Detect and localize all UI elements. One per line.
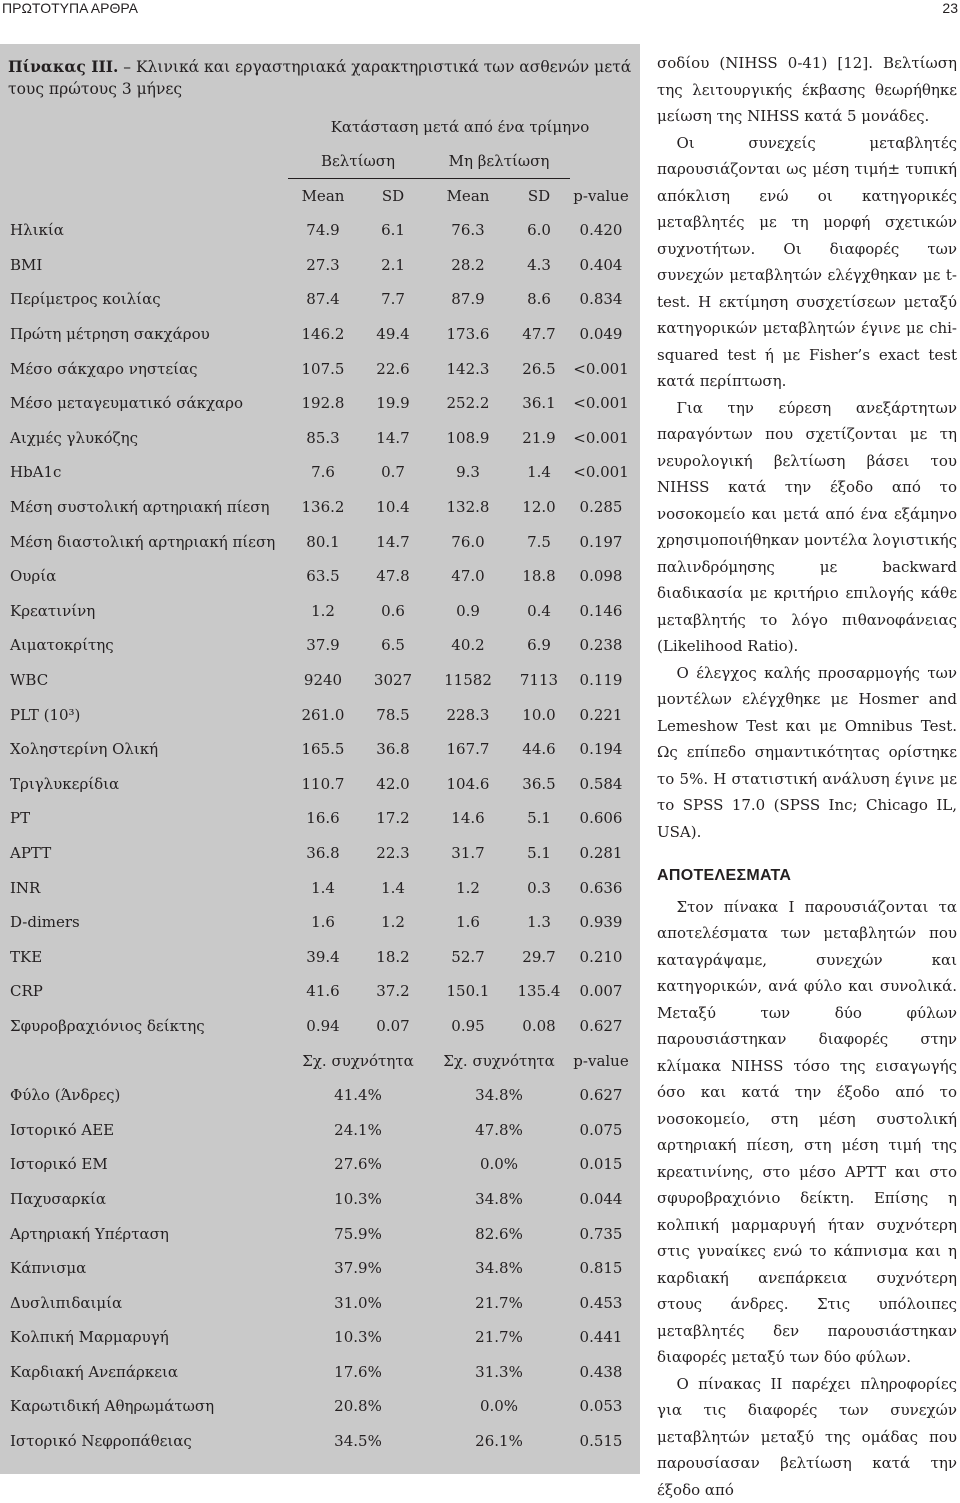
table-row: [8, 386, 632, 421]
not-improved-mean-cell: 132.8: [428, 490, 508, 525]
table-row: [8, 1424, 632, 1459]
not-improved-frequency-cell: 34.8%: [428, 1078, 570, 1113]
table-row: [8, 870, 632, 905]
row-label: PLT (10³): [8, 697, 288, 732]
row-label: Μέσο μεταγευματικό σάκχαρο: [8, 386, 288, 421]
table-title-label: Πίνακας ΙΙΙ.: [8, 57, 118, 76]
table-row: [8, 697, 632, 732]
subheader-mean: Mean: [428, 179, 508, 214]
row-label: Σφυροβραχιόνιος δείκτης: [8, 1009, 288, 1044]
improved-frequency-cell: 41.4%: [288, 1078, 428, 1113]
improved-mean-cell: 110.7: [288, 767, 358, 802]
row-label: Ιστορικό ΕΜ: [8, 1147, 288, 1182]
not-improved-mean-cell: 76.3: [428, 213, 508, 248]
not-improved-frequency-cell: 34.8%: [428, 1182, 570, 1217]
row-label: Αρτηριακή Υπέρταση: [8, 1216, 288, 1251]
p-value-cell: 0.238: [570, 628, 632, 663]
table-row: [8, 836, 632, 871]
table-column-group-row: [8, 144, 632, 179]
improved-mean-cell: 37.9: [288, 628, 358, 663]
not-improved-sd-cell: 7.5: [508, 524, 570, 559]
row-label: Δυσλιπιδαιμία: [8, 1285, 288, 1320]
improved-mean-cell: 63.5: [288, 559, 358, 594]
not-improved-frequency-cell: 21.7%: [428, 1285, 570, 1320]
not-improved-sd-cell: 5.1: [508, 801, 570, 836]
p-value-cell: 0.627: [570, 1078, 632, 1113]
not-improved-frequency-cell: 0.0%: [428, 1147, 570, 1182]
table-row: [8, 767, 632, 802]
table-row: [8, 1112, 632, 1147]
improved-sd-cell: 1.4: [358, 870, 428, 905]
p-value-cell: 0.815: [570, 1251, 632, 1286]
table-group-header-row: [8, 110, 632, 144]
improved-sd-cell: 42.0: [358, 767, 428, 802]
p-value-cell: 0.098: [570, 559, 632, 594]
subheader-sd: SD: [358, 179, 428, 214]
p-value-cell: 0.119: [570, 663, 632, 698]
improved-sd-cell: 7.7: [358, 282, 428, 317]
improved-sd-cell: 0.6: [358, 594, 428, 629]
not-improved-mean-cell: 150.1: [428, 974, 508, 1009]
not-improved-mean-cell: 0.9: [428, 594, 508, 629]
section-heading: ΑΠΟΤΕΛΕΣΜΑΤΑ: [657, 863, 957, 890]
row-label: Τριγλυκερίδια: [8, 767, 288, 802]
table-row: [8, 248, 632, 283]
row-label: Κολπική Μαρμαρυγή: [8, 1320, 288, 1355]
body-text-column: [657, 50, 957, 1503]
improved-frequency-cell: 17.6%: [288, 1355, 428, 1390]
improved-mean-cell: 87.4: [288, 282, 358, 317]
table-row: [8, 1147, 632, 1182]
subheader-mean: Mean: [288, 179, 358, 214]
improved-sd-cell: 1.2: [358, 905, 428, 940]
improved-mean-cell: 165.5: [288, 732, 358, 767]
table-row: [8, 1355, 632, 1390]
not-improved-mean-cell: 52.7: [428, 939, 508, 974]
not-improved-mean-cell: 1.2: [428, 870, 508, 905]
improved-mean-cell: 80.1: [288, 524, 358, 559]
row-label: APTT: [8, 836, 288, 871]
not-improved-sd-cell: 36.1: [508, 386, 570, 421]
subheader-p-value: p-value: [570, 179, 632, 214]
not-improved-frequency-cell: 34.8%: [428, 1251, 570, 1286]
row-label: Αιματοκρίτης: [8, 628, 288, 663]
not-improved-sd-cell: 18.8: [508, 559, 570, 594]
table-subheader-row: [8, 179, 632, 214]
improved-frequency-cell: 37.9%: [288, 1251, 428, 1286]
table-row: [8, 1009, 632, 1044]
improved-mean-cell: 36.8: [288, 836, 358, 871]
table-row: [8, 1078, 632, 1113]
not-improved-mean-cell: 142.3: [428, 351, 508, 386]
improved-frequency-cell: 27.6%: [288, 1147, 428, 1182]
table-row: [8, 351, 632, 386]
p-value-cell: 0.939: [570, 905, 632, 940]
table-row: [8, 421, 632, 456]
improved-mean-cell: 1.4: [288, 870, 358, 905]
not-improved-mean-cell: 104.6: [428, 767, 508, 802]
improved-sd-cell: 2.1: [358, 248, 428, 283]
page-number: 23: [942, 0, 958, 16]
table-row: [8, 1285, 632, 1320]
improved-frequency-cell: 10.3%: [288, 1320, 428, 1355]
row-label: Ιστορικό Νεφροπάθειας: [8, 1424, 288, 1459]
improved-mean-cell: 1.2: [288, 594, 358, 629]
p-value-cell: 0.007: [570, 974, 632, 1009]
table-row: [8, 628, 632, 663]
table-row: [8, 490, 632, 525]
improved-sd-cell: 3027: [358, 663, 428, 698]
row-label: CRP: [8, 974, 288, 1009]
improved-sd-cell: 22.6: [358, 351, 428, 386]
p-value-cell: 0.044: [570, 1182, 632, 1217]
p-value-cell: 0.420: [570, 213, 632, 248]
row-label: Κρεατινίνη: [8, 594, 288, 629]
improved-frequency-cell: 20.8%: [288, 1389, 428, 1424]
improved-sd-cell: 14.7: [358, 524, 428, 559]
not-improved-frequency-cell: 26.1%: [428, 1424, 570, 1459]
subheader-sd: SD: [508, 179, 570, 214]
p-value-cell: 0.194: [570, 732, 632, 767]
row-label: PT: [8, 801, 288, 836]
improved-frequency-cell: 24.1%: [288, 1112, 428, 1147]
table-row: [8, 905, 632, 940]
not-improved-frequency-cell: 47.8%: [428, 1112, 570, 1147]
not-improved-mean-cell: 167.7: [428, 732, 508, 767]
not-improved-sd-cell: 1.3: [508, 905, 570, 940]
paragraph: σοδίου (NIHSS 0-41) [12]. Βελτίωση της λειτουργικής έκβασης θεωρήθηκε μείωση της NIHSS κατά 5 μονάδες.: [657, 50, 957, 130]
not-improved-mean-cell: 173.6: [428, 317, 508, 352]
improved-sd-cell: 6.1: [358, 213, 428, 248]
improved-sd-cell: 0.7: [358, 455, 428, 490]
p-value-cell: <0.001: [570, 351, 632, 386]
not-improved-sd-cell: 29.7: [508, 939, 570, 974]
table-row: [8, 1320, 632, 1355]
not-improved-mean-cell: 1.6: [428, 905, 508, 940]
row-label: Πρώτη μέτρηση σακχάρου: [8, 317, 288, 352]
improved-mean-cell: 192.8: [288, 386, 358, 421]
paragraph: Ο πίνακας ΙΙ παρέχει πληροφορίες για τις διαφορές των συνεχών μεταβλητών μεταξύ της ομάδας που παρουσίασαν βελτίωση κατά την έξοδο από: [657, 1371, 957, 1503]
row-label: Καρδιακή Ανεπάρκεια: [8, 1355, 288, 1390]
table-row: [8, 1216, 632, 1251]
not-improved-mean-cell: 76.0: [428, 524, 508, 559]
row-label: Μέση διαστολική αρτηριακή πίεση: [8, 524, 288, 559]
p-value-cell: 0.404: [570, 248, 632, 283]
p-value-cell: 0.834: [570, 282, 632, 317]
p-value-cell: 0.636: [570, 870, 632, 905]
not-improved-mean-cell: 47.0: [428, 559, 508, 594]
freq-header-not-improved: Σχ. συχνότητα: [428, 1043, 570, 1078]
table-row: [8, 663, 632, 698]
improved-mean-cell: 27.3: [288, 248, 358, 283]
table-row: [8, 974, 632, 1009]
row-label: Χοληστερίνη Ολική: [8, 732, 288, 767]
paragraph: Στον πίνακα Ι παρουσιάζονται τα αποτελέσματα των μεταβλητών που καταγράψαμε, συνεχών και κατηγορικών, ανά φύλο και συνολικά. Μεταξύ των δύο φύλων παρουσιάστηκαν διαφορές στην κλίμακα NIHSS τόσο της εισαγωγής όσο και κατά την έξοδο από το νοσοκομείο, στη μέση συστολική αρτηριακή πίεση, στη μέση τιμή της κρεατινίνης, στο μέσο APTT και στο σφυροβραχιόνιο δείκτη. Επίσης η κολπική μαρμαρυγή ήταν συχνότερη στις γυναίκες ενώ το κάπνισμα και η καρδιακή ανεπάρκεια συχνότερη στους άνδρες. Στις υπόλοιπες μεταβλητές δεν παρουσιάστηκαν διαφορές μεταξύ των δύο φύλων.: [657, 894, 957, 1371]
row-label: Ουρία: [8, 559, 288, 594]
p-value-cell: 0.075: [570, 1112, 632, 1147]
col-not-improved-header: Μη βελτίωση: [428, 144, 570, 179]
row-label: TKE: [8, 939, 288, 974]
improved-frequency-cell: 10.3%: [288, 1182, 428, 1217]
improved-mean-cell: 16.6: [288, 801, 358, 836]
table-row: [8, 801, 632, 836]
not-improved-sd-cell: 0.08: [508, 1009, 570, 1044]
improved-mean-cell: 146.2: [288, 317, 358, 352]
not-improved-frequency-cell: 0.0%: [428, 1389, 570, 1424]
table-row: [8, 524, 632, 559]
not-improved-mean-cell: 87.9: [428, 282, 508, 317]
p-value-cell: 0.015: [570, 1147, 632, 1182]
not-improved-sd-cell: 21.9: [508, 421, 570, 456]
table-row: [8, 1182, 632, 1217]
improved-mean-cell: 39.4: [288, 939, 358, 974]
p-value-cell: <0.001: [570, 455, 632, 490]
table-row: [8, 594, 632, 629]
improved-sd-cell: 18.2: [358, 939, 428, 974]
improved-sd-cell: 36.8: [358, 732, 428, 767]
results-table-body: [8, 110, 632, 1458]
not-improved-mean-cell: 40.2: [428, 628, 508, 663]
row-label: Ηλικία: [8, 213, 288, 248]
p-value-cell: 0.146: [570, 594, 632, 629]
p-value-cell: <0.001: [570, 421, 632, 456]
section-title: ΠΡΩΤΟΤΥΠΑ ΑΡΘΡΑ: [2, 0, 138, 16]
p-value-cell: 0.515: [570, 1424, 632, 1459]
improved-sd-cell: 47.8: [358, 559, 428, 594]
p-value-cell: 0.285: [570, 490, 632, 525]
row-label: Καρωτιδική Αθηρωμάτωση: [8, 1389, 288, 1424]
p-value-cell: 0.584: [570, 767, 632, 802]
not-improved-mean-cell: 28.2: [428, 248, 508, 283]
improved-sd-cell: 22.3: [358, 836, 428, 871]
table-row: [8, 213, 632, 248]
not-improved-sd-cell: 36.5: [508, 767, 570, 802]
improved-mean-cell: 41.6: [288, 974, 358, 1009]
not-improved-sd-cell: 1.4: [508, 455, 570, 490]
not-improved-mean-cell: 108.9: [428, 421, 508, 456]
improved-sd-cell: 14.7: [358, 421, 428, 456]
not-improved-sd-cell: 7113: [508, 663, 570, 698]
row-label: WBC: [8, 663, 288, 698]
not-improved-sd-cell: 4.3: [508, 248, 570, 283]
improved-sd-cell: 10.4: [358, 490, 428, 525]
paragraph: Για την εύρεση ανεξάρτητων παραγόντων που σχετίζονται με τη νευρολογική βελτίωση βάσει του NIHSS κατά την έξοδο από το νοσοκομείο και μετά από ένα εξάμηνο χρησιμοποιήθηκαν μοντέλα λογιστικής παλινδρόμησης με backward διαδικασία με κριτήριο επιλογής κάθε μεταβλητής το λόγο πιθανοφάνειας (Likelihood Ratio).: [657, 395, 957, 660]
not-improved-sd-cell: 6.9: [508, 628, 570, 663]
not-improved-mean-cell: 252.2: [428, 386, 508, 421]
p-value-cell: 0.053: [570, 1389, 632, 1424]
row-label: HbA1c: [8, 455, 288, 490]
table-row: [8, 939, 632, 974]
improved-sd-cell: 17.2: [358, 801, 428, 836]
table-row: [8, 732, 632, 767]
paragraph: Ο έλεγχος καλής προσαρμογής των μοντέλων ελέγχθηκε με Hosmer and Lemeshow Test και με Omnibus Test. Ως επίπεδο σημαντικότητας ορίστηκε το 5%. Η στατιστική ανάλυση έγινε με το SPSS 17.0 (SPSS Inc; Chicago IL, USA).: [657, 660, 957, 846]
improved-sd-cell: 6.5: [358, 628, 428, 663]
group-header: Κατάσταση μετά από ένα τρίμηνο: [288, 110, 632, 144]
p-value-cell: 0.281: [570, 836, 632, 871]
p-value-cell: 0.197: [570, 524, 632, 559]
row-label: D-dimers: [8, 905, 288, 940]
row-label: Παχυσαρκία: [8, 1182, 288, 1217]
freq-header-improved: Σχ. συχνότητα: [288, 1043, 428, 1078]
not-improved-sd-cell: 10.0: [508, 697, 570, 732]
improved-sd-cell: 0.07: [358, 1009, 428, 1044]
row-label: BMI: [8, 248, 288, 283]
improved-mean-cell: 9240: [288, 663, 358, 698]
not-improved-sd-cell: 44.6: [508, 732, 570, 767]
row-label: INR: [8, 870, 288, 905]
p-value-cell: 0.049: [570, 317, 632, 352]
p-value-cell: 0.221: [570, 697, 632, 732]
row-label: Μέσο σάκχαρο νηστείας: [8, 351, 288, 386]
table-row: [8, 559, 632, 594]
not-improved-mean-cell: 228.3: [428, 697, 508, 732]
not-improved-sd-cell: 0.4: [508, 594, 570, 629]
p-value-cell: <0.001: [570, 386, 632, 421]
not-improved-frequency-cell: 31.3%: [428, 1355, 570, 1390]
not-improved-mean-cell: 0.95: [428, 1009, 508, 1044]
not-improved-sd-cell: 5.1: [508, 836, 570, 871]
p-value-cell: 0.438: [570, 1355, 632, 1390]
freq-header-p-value: p-value: [570, 1043, 632, 1078]
row-label: Μέση συστολική αρτηριακή πίεση: [8, 490, 288, 525]
improved-sd-cell: 37.2: [358, 974, 428, 1009]
not-improved-sd-cell: 0.3: [508, 870, 570, 905]
improved-sd-cell: 19.9: [358, 386, 428, 421]
not-improved-sd-cell: 47.7: [508, 317, 570, 352]
p-value-cell: 0.735: [570, 1216, 632, 1251]
row-label: Ιστορικό ΑΕΕ: [8, 1112, 288, 1147]
row-label: Φύλο (Άνδρες): [8, 1078, 288, 1113]
improved-mean-cell: 74.9: [288, 213, 358, 248]
improved-frequency-cell: 75.9%: [288, 1216, 428, 1251]
p-value-cell: 0.606: [570, 801, 632, 836]
p-value-cell: 0.441: [570, 1320, 632, 1355]
row-label-empty: [8, 1043, 288, 1078]
table-panel: [0, 44, 640, 1474]
p-value-cell: 0.210: [570, 939, 632, 974]
not-improved-sd-cell: 6.0: [508, 213, 570, 248]
improved-mean-cell: 136.2: [288, 490, 358, 525]
table-title-text: – Κλινικά και εργαστηριακά χαρακτηριστικά των ασθενών μετά τους πρώτους 3 μήνες: [8, 58, 631, 98]
not-improved-mean-cell: 31.7: [428, 836, 508, 871]
not-improved-mean-cell: 9.3: [428, 455, 508, 490]
row-label: Περίμετρος κοιλίας: [8, 282, 288, 317]
table-row: [8, 1389, 632, 1424]
running-header: [0, 0, 960, 18]
not-improved-mean-cell: 14.6: [428, 801, 508, 836]
table-row: [8, 317, 632, 352]
improved-mean-cell: 261.0: [288, 697, 358, 732]
improved-mean-cell: 107.5: [288, 351, 358, 386]
table-row: [8, 1251, 632, 1286]
col-improved-header: Βελτίωση: [288, 144, 428, 179]
improved-frequency-cell: 31.0%: [288, 1285, 428, 1320]
improved-mean-cell: 0.94: [288, 1009, 358, 1044]
improved-mean-cell: 7.6: [288, 455, 358, 490]
not-improved-mean-cell: 11582: [428, 663, 508, 698]
p-value-cell: 0.453: [570, 1285, 632, 1320]
not-improved-frequency-cell: 21.7%: [428, 1320, 570, 1355]
improved-mean-cell: 85.3: [288, 421, 358, 456]
not-improved-frequency-cell: 82.6%: [428, 1216, 570, 1251]
not-improved-sd-cell: 12.0: [508, 490, 570, 525]
not-improved-sd-cell: 26.5: [508, 351, 570, 386]
row-label: Κάπνισμα: [8, 1251, 288, 1286]
frequency-header-row: [8, 1043, 632, 1078]
table-title: [8, 56, 632, 100]
paragraph: Οι συνεχείς μεταβλητές παρουσιάζονται ως μέση τιμή± τυπική απόκλιση ενώ οι κατηγορικές μεταβλητές με τη μορφή σχετικών συχνοτήτων. Οι διαφορές των συνεχών μεταβλητών ελέγχθηκαν με t-test. Η εκτίμηση συσχετίσεων μεταξύ κατηγορικών μεταβλητών έγινε με chi-squared test ή με Fisher’s exact test κατά περίπτωση.: [657, 130, 957, 395]
improved-sd-cell: 49.4: [358, 317, 428, 352]
improved-mean-cell: 1.6: [288, 905, 358, 940]
results-table: [8, 110, 632, 1458]
not-improved-sd-cell: 135.4: [508, 974, 570, 1009]
not-improved-sd-cell: 8.6: [508, 282, 570, 317]
improved-sd-cell: 78.5: [358, 697, 428, 732]
table-row: [8, 455, 632, 490]
row-label: Αιχμές γλυκόζης: [8, 421, 288, 456]
improved-frequency-cell: 34.5%: [288, 1424, 428, 1459]
table-row: [8, 282, 632, 317]
p-value-cell: 0.627: [570, 1009, 632, 1044]
